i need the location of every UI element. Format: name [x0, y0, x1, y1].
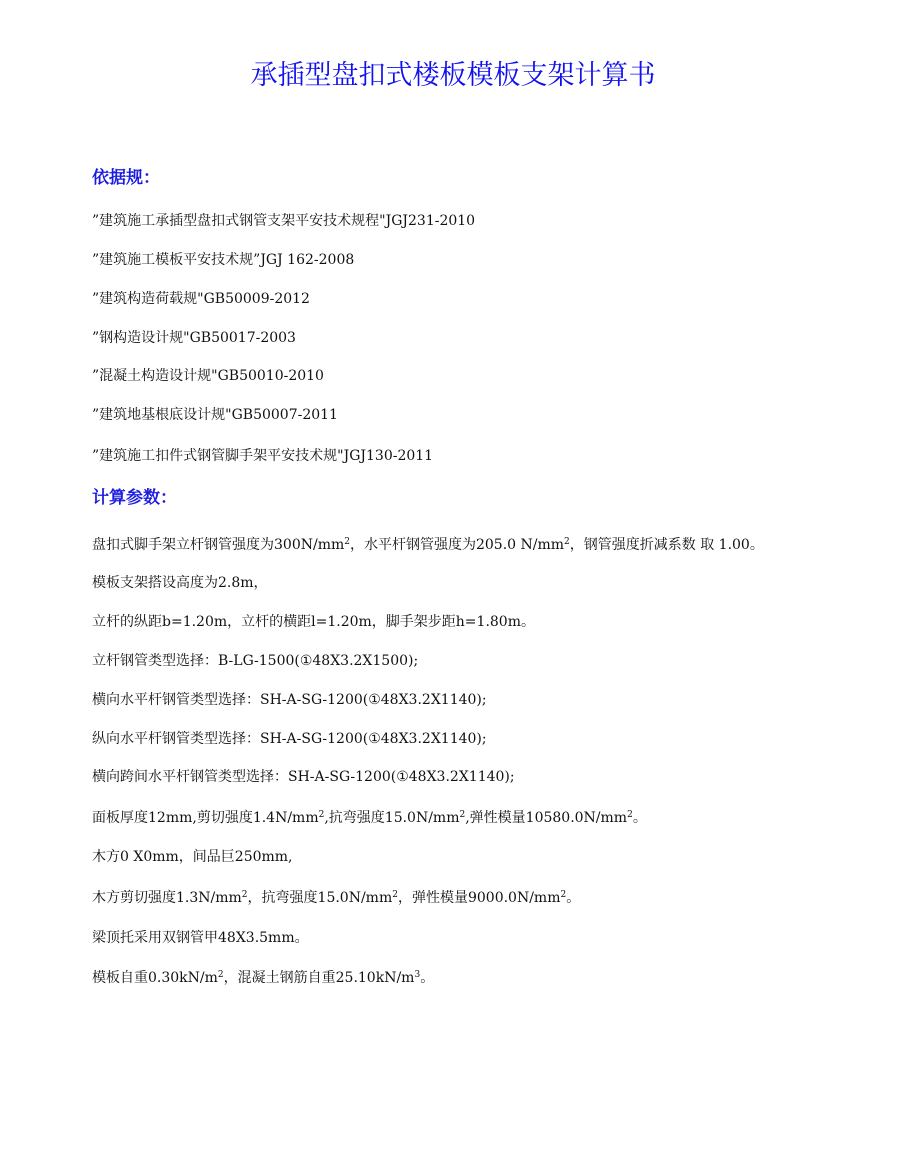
parameter-line-height: 模板支架搭设高度为2.8m， — [92, 575, 268, 591]
reference-item: ”建筑施工扣件式钢管脚手架平安技术规"JGJ130-2011 — [92, 448, 434, 464]
reference-item: ”建筑施工模板平安技术规”JGJ 162-2008 — [92, 252, 355, 268]
parameter-line-panel — [92, 808, 647, 828]
text-segment: 。 — [420, 970, 435, 986]
text-segment: 。 — [566, 890, 581, 906]
superscript: 2 — [560, 890, 567, 900]
parameter-line-timber-strength — [92, 888, 580, 908]
text-segment: ,弹性模量10580.0N/mm — [465, 810, 628, 826]
document-title: 承插型盘扣式楼板模板支架计算书 — [250, 60, 656, 91]
superscript: 2 — [241, 890, 248, 900]
reference-item: ”建筑施工承插型盘扣式钢管支架平安技术规程"JGJ231-2010 — [92, 213, 476, 229]
parameters-heading: 计算参数： — [92, 488, 177, 508]
text-segment: 面板厚度12mm,剪切强度1.4N/mm — [92, 810, 319, 826]
parameter-line-beam-support: 梁顶托采用双钢管甲48X3.5mm。 — [92, 930, 309, 946]
superscript: 2 — [564, 537, 570, 547]
superscript: 2 — [459, 810, 466, 820]
superscript: 2 — [217, 970, 224, 980]
text-segment: ，钢管强度折减系数 取 1.00。 — [569, 537, 764, 553]
references-heading: 依据规： — [92, 168, 160, 188]
reference-item: ”建筑地基根底设计规"GB50007-2011 — [92, 407, 338, 423]
parameter-line-upright-type: 立杆钢管类型选择：B-LG-1500(①48X3.2X1500); — [92, 653, 419, 669]
parameter-line-longitudinal-bar: 纵向水平杆钢管类型选择：SH-A-SG-1200(①48X3.2X1140); — [92, 731, 487, 747]
text-segment: ,抗弯强度15.0N/mm — [324, 810, 460, 826]
parameter-line-spacing: 立杆的纵距b=1.20m，立杆的横距l=1.20m，脚手架步距h=1.80m。 — [92, 614, 535, 630]
text-segment: 。 — [632, 810, 647, 826]
reference-item: ”建筑构造荷载规"GB50009-2012 — [92, 291, 310, 307]
text-segment: ，水平杆钢管强度为205.0 N/mm — [349, 537, 565, 553]
parameter-line-self-weight — [92, 968, 434, 988]
superscript: 2 — [392, 890, 398, 900]
superscript: 3 — [414, 970, 421, 980]
parameter-line-transverse-bar: 横向水平杆钢管类型选择：SH-A-SG-1200(①48X3.2X1140); — [92, 692, 487, 708]
parameter-line-steel-strength — [92, 535, 764, 555]
superscript: 2 — [627, 810, 633, 820]
text-segment: ，抗弯强度15.0N/mm — [247, 890, 393, 906]
reference-item: ”钢构造设计规"GB50017-2003 — [92, 330, 296, 346]
reference-item: ”混凝土构造设计规"GB50010-2010 — [92, 368, 324, 384]
text-segment: ，混凝土钢筋自重25.10kN/m — [223, 970, 415, 986]
superscript: 2 — [344, 537, 350, 547]
parameter-line-span-bar: 横向跨间水平杆钢管类型选择：SH-A-SG-1200(①48X3.2X1140); — [92, 769, 515, 785]
text-segment: 模板自重0.30kN/m — [92, 970, 218, 986]
superscript: 2 — [318, 810, 325, 820]
text-segment: 盘扣式脚手架立杆钢管强度为300N/mm — [92, 537, 345, 553]
text-segment: ，弹性模量9000.0N/mm — [397, 890, 561, 906]
text-segment: 木方剪切强度1.3N/mm — [92, 890, 242, 906]
parameter-line-timber: 木方0 X0mm，间品巨250mm, — [92, 849, 293, 865]
